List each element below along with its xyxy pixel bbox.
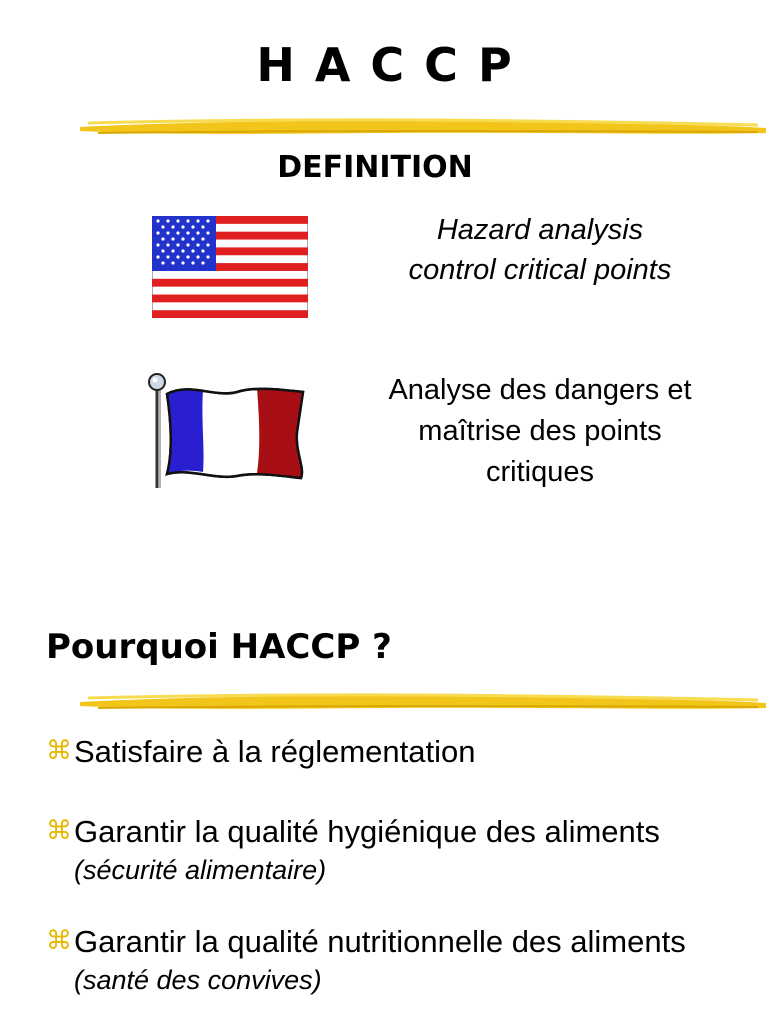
bullet-icon: ⌘ (46, 926, 72, 956)
bullet-text: Satisfaire à la réglementation (74, 734, 476, 769)
french-definition-line: maîtrise des points (418, 415, 662, 447)
slide-title: HACCP (256, 38, 532, 92)
bullet-text: Garantir la qualité nutritionnelle des aliments (74, 924, 686, 959)
yellow-underline-top (78, 113, 768, 139)
bullet-icon: ⌘ (46, 736, 72, 766)
section-heading: Pourquoi HACCP ? (46, 627, 392, 667)
bullet-icon: ⌘ (46, 816, 72, 846)
english-definition-line: Hazard analysis (436, 214, 644, 246)
us-flag-icon (152, 216, 308, 318)
list-item (46, 813, 756, 889)
french-flag-icon (145, 372, 310, 490)
yellow-underline-bottom (78, 688, 768, 714)
list-item (46, 923, 756, 999)
french-definition-line: critiques (486, 456, 594, 488)
bullet-note: (santé des convives) (74, 965, 322, 995)
french-definition-line: Analyse des dangers et (388, 374, 692, 406)
bullet-text: Garantir la qualité hygiénique des aliments (74, 814, 660, 849)
english-definition-line: control critical points (408, 254, 672, 286)
bullet-note: (sécurité alimentaire) (74, 855, 327, 885)
french-definition (350, 370, 730, 493)
list-item (46, 733, 756, 770)
definition-label: DEFINITION (277, 150, 473, 185)
english-definition (360, 210, 720, 290)
